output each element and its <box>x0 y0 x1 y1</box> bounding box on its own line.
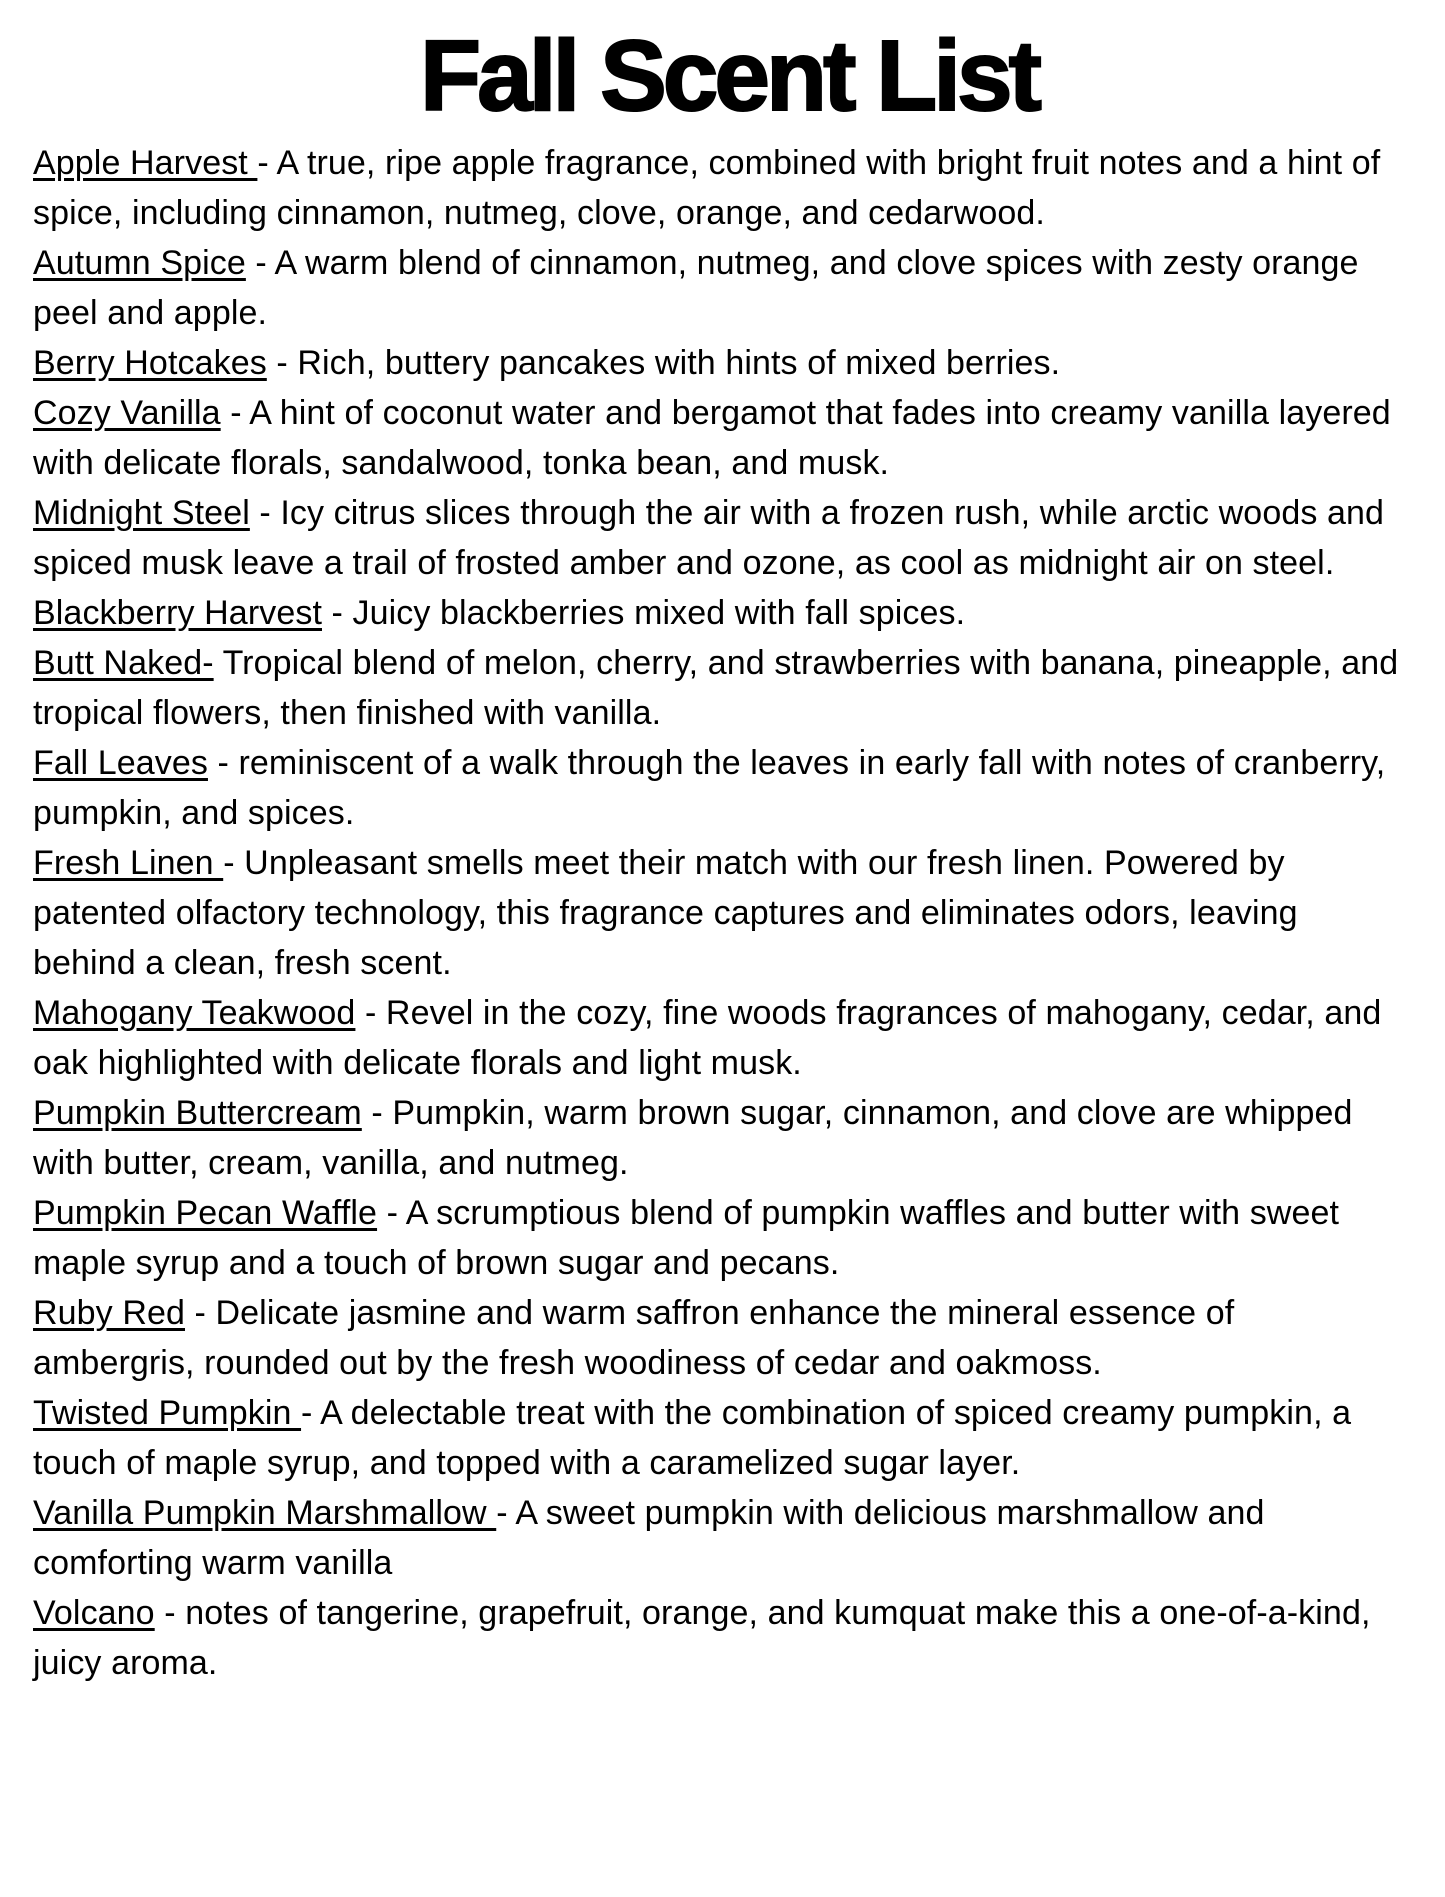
document-page <box>0 20 1445 1897</box>
scent-entry <box>33 738 1401 838</box>
scent-name: Fall Leaves <box>33 744 208 782</box>
scent-name: Twisted Pumpkin <box>33 1394 302 1432</box>
scent-entry <box>33 1588 1401 1688</box>
scent-description: - Rich, buttery pancakes with hints of mixed berries. <box>266 344 1061 382</box>
scent-entry <box>33 1088 1401 1188</box>
page-title: Fall Scent List <box>420 20 1038 132</box>
scent-entry <box>33 388 1401 488</box>
scent-name: Blackberry Harvest <box>33 594 322 632</box>
scent-name: Pumpkin Pecan Waffle <box>33 1194 378 1232</box>
scent-description: - Icy citrus slices through the air with a frozen rush, while arctic woods and spiced musk leave a trail of frosted amber and ozone, as cool as midnight air on steel. <box>33 494 1385 582</box>
scent-description: - reminiscent of a walk through the leaves in early fall with notes of cranberry, pumpkin, and spices. <box>33 744 1386 832</box>
scent-description: - Juicy blackberries mixed with fall spices. <box>322 594 966 632</box>
scent-description: Tropical blend of melon, cherry, and strawberries with banana, pineapple, and tropical flowers, then finished with vanilla. <box>33 644 1399 732</box>
scent-description: - Delicate jasmine and warm saffron enhance the mineral essence of ambergris, rounded out by the fresh woodiness of cedar and oakmoss. <box>33 1294 1235 1382</box>
scent-name: Apple Harvest <box>33 144 258 182</box>
scent-entry <box>33 1488 1401 1588</box>
scent-name: Midnight Steel <box>33 494 250 532</box>
scent-description: - A warm blend of cinnamon, nutmeg, and clove spices with zesty orange peel and apple. <box>33 244 1359 332</box>
scent-entry <box>33 1188 1401 1288</box>
scent-entry <box>33 838 1401 988</box>
scent-name: Ruby Red <box>33 1294 185 1332</box>
scent-name: Vanilla Pumpkin Marshmallow <box>33 1494 497 1532</box>
scent-description: - A true, ripe apple fragrance, combined with bright fruit notes and a hint of spice, including cinnamon, nutmeg, clove, orange, and cedarwood. <box>33 144 1381 232</box>
scent-entry <box>33 988 1401 1088</box>
scent-list <box>33 138 1425 1688</box>
scent-name: Pumpkin Buttercream <box>33 1094 362 1132</box>
scent-name: Volcano <box>33 1594 155 1632</box>
scent-name: Autumn Spice <box>33 244 246 282</box>
scent-entry <box>33 238 1401 338</box>
scent-description: - Pumpkin, warm brown sugar, cinnamon, and clove are whipped with butter, cream, vanilla, and nutmeg. <box>33 1094 1353 1182</box>
scent-description: - Revel in the cozy, fine woods fragrances of mahogany, cedar, and oak highlighted with delicate florals and light musk. <box>33 994 1382 1082</box>
scent-entry <box>33 1288 1401 1388</box>
scent-description: - notes of tangerine, grapefruit, orange, and kumquat make this a one-of-a-kind, juicy aroma. <box>33 1594 1371 1682</box>
scent-description: - Unpleasant smells meet their match with our fresh linen. Powered by patented olfactory technology, this fragrance captures and eliminates odors, leaving behind a clean, fresh scent. <box>33 844 1298 982</box>
scent-name: Fresh Linen <box>33 844 224 882</box>
scent-entry <box>33 338 1401 388</box>
scent-entry <box>33 1388 1401 1488</box>
scent-description: - A delectable treat with the combination of spiced creamy pumpkin, a touch of maple syrup, and topped with a caramelized sugar layer. <box>33 1394 1352 1482</box>
scent-name: Butt Naked- <box>33 644 214 682</box>
scent-description: - A scrumptious blend of pumpkin waffles and butter with sweet maple syrup and a touch of brown sugar and pecans. <box>33 1194 1340 1282</box>
scent-entry <box>33 488 1401 588</box>
scent-name: Cozy Vanilla <box>33 394 221 432</box>
scent-entry <box>33 138 1401 238</box>
scent-name: Mahogany Teakwood <box>33 994 356 1032</box>
scent-description: - A hint of coconut water and bergamot that fades into creamy vanilla layered with delicate florals, sandalwood, tonka bean, and musk. <box>33 394 1391 482</box>
scent-name: Berry Hotcakes <box>33 344 267 382</box>
scent-entry <box>33 638 1401 738</box>
scent-entry <box>33 588 1401 638</box>
scent-description: - A sweet pumpkin with delicious marshmallow and comforting warm vanilla <box>33 1494 1265 1582</box>
